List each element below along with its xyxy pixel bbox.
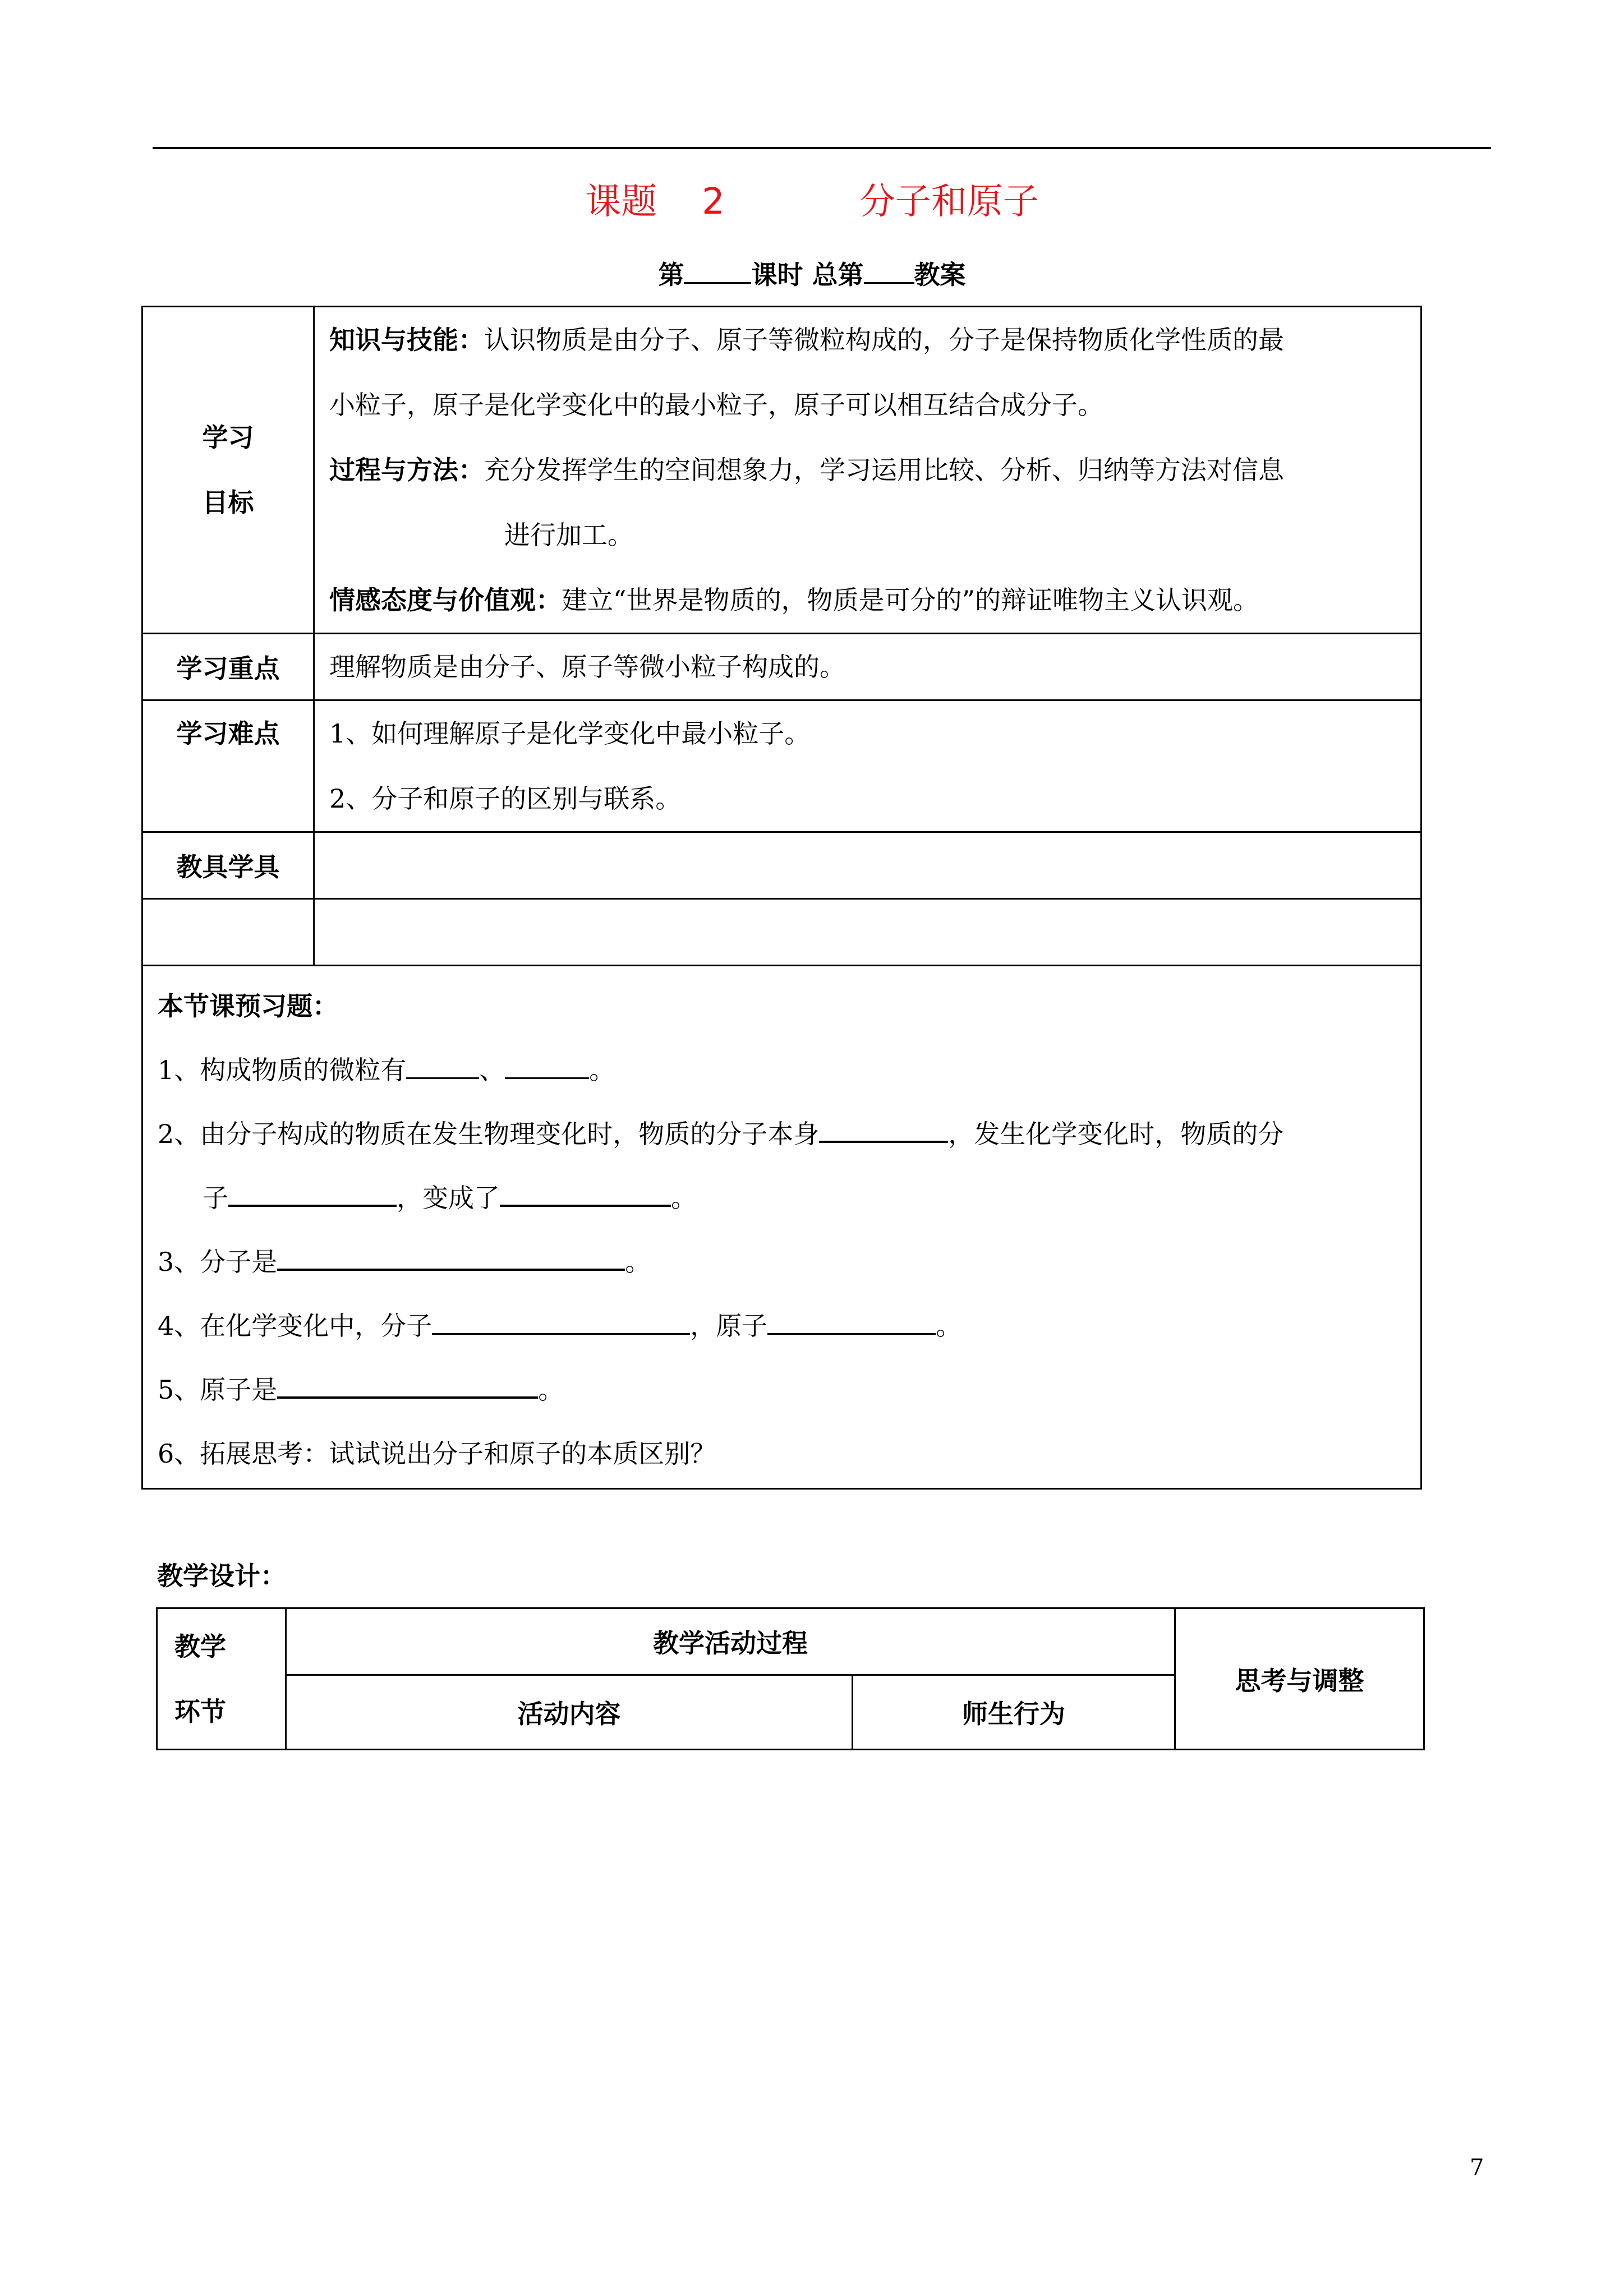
difficulty-item-2: 2、分子和原子的区别与联系。 xyxy=(329,783,682,814)
q2-blank-2[interactable] xyxy=(228,1182,397,1207)
q3-text-b: 。 xyxy=(625,1247,651,1277)
tools-content[interactable] xyxy=(314,832,1421,899)
q4-blank-1[interactable] xyxy=(432,1311,690,1335)
q1-blank-2[interactable] xyxy=(505,1055,589,1079)
empty-label-cell[interactable] xyxy=(142,899,314,966)
preview-exercises xyxy=(142,966,1421,1489)
design-header-row-1 xyxy=(157,1608,1424,1675)
preview-q3 xyxy=(158,1230,1407,1294)
title-text: 分子和原子 xyxy=(859,181,1039,223)
tools-label: 教具学具 xyxy=(142,832,314,899)
q2-text-e: 。 xyxy=(671,1183,697,1213)
process-text-2: 进行加工。 xyxy=(504,520,633,550)
q4-text-a: 4、在化学变化中，分子 xyxy=(158,1311,433,1341)
key-points-content xyxy=(314,634,1421,700)
difficulties-label-text: 学习难点 xyxy=(176,718,280,749)
preview-row xyxy=(142,966,1421,1489)
activity-content-header: 活动内容 xyxy=(286,1675,853,1750)
subtitle-part-a: 第 xyxy=(658,260,684,290)
q5-text-a: 5、原子是 xyxy=(158,1375,278,1405)
teaching-design-table xyxy=(156,1607,1425,1750)
q5-blank[interactable] xyxy=(277,1374,538,1399)
q1-text-c: 。 xyxy=(589,1055,615,1085)
q2-blank-1[interactable] xyxy=(819,1118,948,1143)
teacher-student-behavior-header: 师生行为 xyxy=(853,1675,1175,1750)
preview-q2-cont xyxy=(158,1166,1407,1230)
q2-text-d: ，变成了 xyxy=(397,1183,500,1213)
q1-blank-1[interactable] xyxy=(406,1055,479,1079)
goals-label-line-2: 目标 xyxy=(202,487,254,518)
knowledge-text-1: 认识物质是由分子、原子等微粒构成的，分子是保持物质化学性质的最 xyxy=(484,325,1284,355)
q2-text-a: 2、由分子构成的物质在发生物理变化时，物质的分子本身 xyxy=(158,1119,820,1149)
preview-q2 xyxy=(158,1102,1407,1166)
section-header-line-2: 环节 xyxy=(174,1696,226,1727)
key-points-label: 学习重点 xyxy=(142,634,314,700)
empty-row xyxy=(142,899,1421,966)
reflection-header: 思考与调整 xyxy=(1175,1608,1424,1750)
subtitle-part-c: 教案 xyxy=(914,260,966,290)
header-rule xyxy=(153,147,1491,149)
emotion-label: 情感态度与价值观： xyxy=(329,585,562,615)
preview-q1 xyxy=(158,1038,1407,1102)
q4-text-c: 。 xyxy=(936,1311,962,1341)
lesson-info-table xyxy=(141,306,1422,1490)
page-title xyxy=(0,168,1624,236)
emotion-text: 建立“世界是物质的，物质是可分的”的辩证唯物主义认识观。 xyxy=(562,585,1259,615)
lesson-subtitle xyxy=(0,252,1624,297)
preview-q5 xyxy=(158,1358,1407,1422)
difficulties-content xyxy=(314,700,1421,832)
key-points-text: 理解物质是由分子、原子等微小粒子构成的。 xyxy=(329,652,845,682)
title-prefix: 课题 xyxy=(585,181,657,223)
process-text-1: 充分发挥学生的空间想象力，学习运用比较、分析、归纳等方法对信息 xyxy=(484,455,1284,485)
teaching-design-heading: 教学设计： xyxy=(157,1561,286,1591)
activity-process-header: 教学活动过程 xyxy=(286,1608,1175,1675)
process-label: 过程与方法： xyxy=(329,455,484,485)
preview-q6: 6、拓展思考：试试说出分子和原子的本质区别？ xyxy=(158,1439,716,1469)
preview-q4 xyxy=(158,1294,1407,1358)
key-points-row xyxy=(142,634,1421,700)
total-number-blank[interactable] xyxy=(864,260,914,284)
difficulties-label xyxy=(142,700,314,832)
empty-content-cell[interactable] xyxy=(314,899,1421,966)
difficulties-row xyxy=(142,700,1421,832)
tools-row xyxy=(142,832,1421,899)
q3-text-a: 3、分子是 xyxy=(158,1247,278,1277)
section-header-line-1: 教学 xyxy=(174,1631,226,1662)
difficulty-item-1: 1、如何理解原子是化学变化中最小粒子。 xyxy=(329,718,811,749)
goals-label-line-1: 学习 xyxy=(202,422,254,453)
section-header xyxy=(157,1608,286,1750)
knowledge-label: 知识与技能： xyxy=(329,325,484,355)
goals-label xyxy=(142,307,314,634)
q1-text-b: 、 xyxy=(479,1055,505,1085)
lesson-number-blank[interactable] xyxy=(684,260,751,284)
subtitle-part-b: 课时 总第 xyxy=(751,260,864,290)
knowledge-text-2: 小粒子，原子是化学变化中的最小粒子，原子可以相互结合成分子。 xyxy=(329,390,1103,420)
q4-text-b: ，原子 xyxy=(690,1311,768,1341)
q3-blank[interactable] xyxy=(277,1246,625,1271)
title-number: 2 xyxy=(702,181,725,223)
q2-blank-3[interactable] xyxy=(500,1182,671,1207)
q2-text-b: ，发生化学变化时，物质的分 xyxy=(948,1119,1284,1149)
q2-text-c: 子 xyxy=(203,1183,228,1213)
q5-text-b: 。 xyxy=(538,1375,564,1405)
goals-row xyxy=(142,307,1421,634)
page-number: 7 xyxy=(1470,2155,1484,2180)
preview-heading: 本节课预习题： xyxy=(158,991,338,1021)
goals-content xyxy=(314,307,1421,634)
q4-blank-2[interactable] xyxy=(767,1311,936,1335)
q1-text-a: 1、构成物质的微粒有 xyxy=(158,1055,407,1085)
